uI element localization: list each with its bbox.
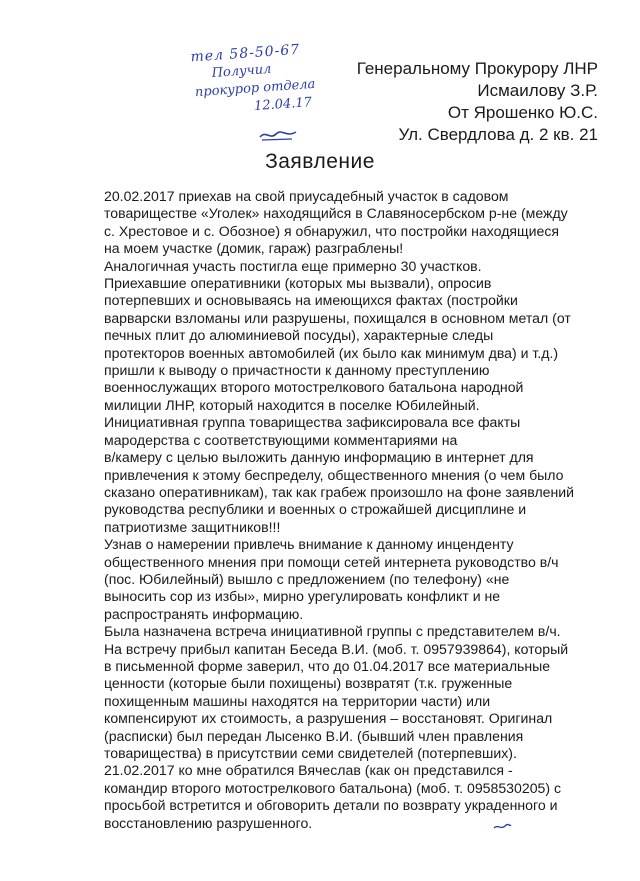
body-line: руководства республики и военных о строжайшей дисциплине и xyxy=(104,501,527,518)
body-line: (пос. Юбилейный) вышло с предложением (по телефону) «не xyxy=(104,570,510,587)
body-line: сказано оперативникам), так как грабеж произошло на фоне заявлений xyxy=(104,483,575,500)
handwritten-department: прокурор отдела xyxy=(194,76,316,101)
body-line: 20.02.2017 приехав на свой приусадебный участок в садовом xyxy=(104,188,509,204)
body-line: Инициативная группа товарищества зафиксировала все факты xyxy=(104,414,521,431)
body-line: варварски взломаны или разрушены, похищался в основном метал (от xyxy=(104,309,571,326)
handwritten-phone: тел 58-50-67 xyxy=(190,41,301,66)
body-line: протекторов военных автомобилей (их было как минимум два) и т.д.) xyxy=(104,344,559,361)
body-line: с. Хрестовое и с. Обозное) я обнаружил, что постройки находящиеся xyxy=(104,222,560,239)
body-line: На встречу прибыл капитан Беседа В.И. (моб. т. 0957939864), который xyxy=(104,640,569,657)
body-line: компенсируют их стоимость, а разрушения – восстановят. Оригинал xyxy=(104,710,553,727)
addressee-recipient: Генеральному Прокурору ЛНР xyxy=(356,59,598,78)
document-title: Заявление xyxy=(265,150,375,173)
body-line: патриотизме защитников!!! xyxy=(104,518,281,535)
addressee-recipient-name: Исмаилову З.Р. xyxy=(477,81,598,100)
body-line: 21.02.2017 ко мне обратился Вячеслав (как он представился - xyxy=(104,762,513,779)
body-line: военнослужащих второго мотострелкового батальона народной xyxy=(104,379,524,396)
body-line: ценности (которые были похищены) возвратят (т.к. груженные xyxy=(104,675,513,692)
body-line: похищенным машины находятся на территории части) или xyxy=(104,692,491,709)
body-line: командир второго мотострелкового батальона) (моб. т. 0958530205) с xyxy=(104,779,562,796)
body-line: выносить сор из избы», мирно урегулировать конфликт и не xyxy=(104,588,501,605)
body-line: милиции ЛНР, который находится в поселке Юбилейный. xyxy=(104,396,480,413)
body-line: потерпевших и основываясь на имеющихся фактах (постройки xyxy=(104,292,518,309)
body-line: общественного мнения при помощи сетей интернета руководство в/ч xyxy=(104,553,559,570)
statement-body xyxy=(104,188,612,832)
handwritten-received: Получил xyxy=(211,61,272,81)
body-line: пришли к выводу о причастности к данному преступлению xyxy=(104,362,490,379)
body-line: товарищества) в присутствии семи свидетелей (потерпевших). xyxy=(104,745,517,761)
signature-scribble xyxy=(258,128,298,142)
handwritten-tick-mark xyxy=(492,822,512,832)
body-line: Была назначена встреча инициативной группы с представителем в/ч. xyxy=(104,623,561,640)
body-line: в письменной форме заверил, что до 01.04.2017 все материальные xyxy=(104,657,551,674)
body-line: в/камеру с целью выложить данную информацию в интернет для xyxy=(104,449,534,466)
addressee-block xyxy=(357,58,598,146)
body-line: восстановлению разрушенного. xyxy=(104,814,313,831)
addressee-address: Ул. Свердлова д. 2 кв. 21 xyxy=(398,125,598,144)
body-line: мародерства с соответствующими комментариями на xyxy=(104,431,458,448)
body-line: просьбой встретится и обговорить детали по возврату украденного и xyxy=(104,797,558,814)
body-line: Аналогичная участь постигла еще примерно 30 участков. xyxy=(104,257,482,274)
body-line: на моем участке (домик, гараж) разграблены! xyxy=(104,240,404,257)
body-line: печных плит до алюминиевой посуды), характерные следы xyxy=(104,327,494,344)
body-line: распространять информацию. xyxy=(104,605,304,622)
handwritten-date: 12.04.17 xyxy=(253,95,313,115)
body-line: Узнав о намерении привлечь внимание к данному инценденту xyxy=(104,536,514,553)
body-line: привлечения к этому беспределу, общественного мнения (о чем было xyxy=(104,466,564,483)
body-line: Приехавшие оперативники (которых мы вызвали), опросив xyxy=(104,275,492,292)
body-line: (расписки) был передан Лысенко В.И. (бывший член правления xyxy=(104,727,524,744)
handwritten-annotation xyxy=(168,40,317,122)
body-line: товариществе «Уголек» находящийся в Славяносербском р-не (между xyxy=(104,205,568,222)
addressee-sender: От Ярошенко Ю.С. xyxy=(447,103,598,122)
